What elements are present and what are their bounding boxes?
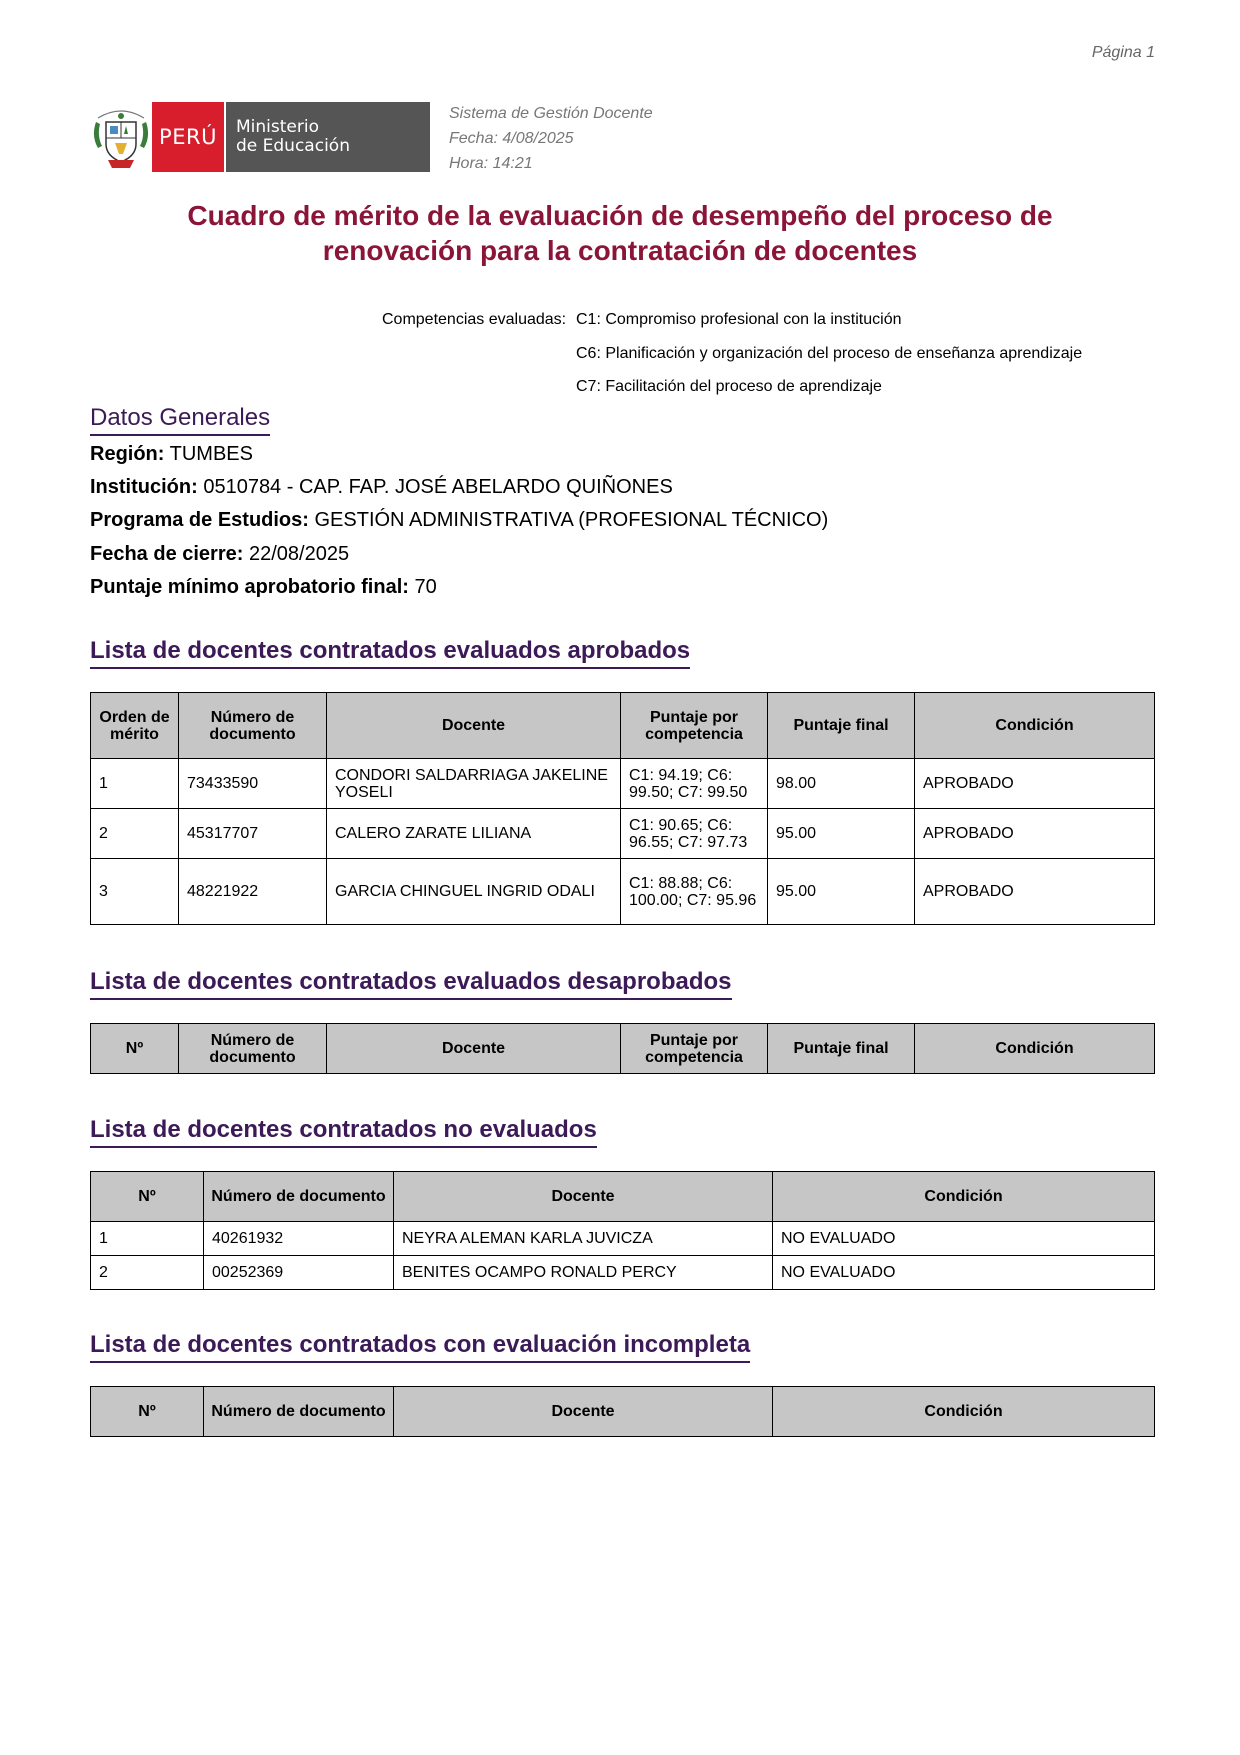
cell-numero: 1 bbox=[91, 1222, 204, 1256]
table-incompleta bbox=[90, 1386, 1155, 1437]
table-header-row bbox=[91, 1387, 1155, 1437]
table-header-row bbox=[91, 1024, 1155, 1074]
field-programa bbox=[90, 509, 828, 532]
field-region bbox=[90, 443, 253, 466]
field-value: 0510784 - CAP. FAP. JOSÉ ABELARDO QUIÑONES bbox=[197, 476, 673, 498]
field-institucion bbox=[90, 476, 673, 499]
cell-docente: CONDORI SALDARRIAGA JAKELINE YOSELI bbox=[327, 759, 621, 809]
section-no-evaluados: Lista de docentes contratados no evaluados bbox=[90, 1116, 597, 1148]
table-row bbox=[91, 859, 1155, 925]
ministry-line-1: Ministerio bbox=[236, 117, 319, 137]
table-desaprobados bbox=[90, 1023, 1155, 1074]
page-number: Página 1 bbox=[1091, 44, 1155, 61]
col-numero: Nº bbox=[91, 1387, 204, 1437]
col-numero: Nº bbox=[91, 1172, 204, 1222]
minedu-logo bbox=[90, 102, 430, 172]
system-name: Sistema de Gestión Docente bbox=[449, 105, 653, 122]
section-aprobados: Lista de docentes contratados evaluados aprobados bbox=[90, 637, 690, 669]
report-time: Hora: 14:21 bbox=[449, 155, 533, 172]
cell-documento: 48221922 bbox=[179, 859, 327, 925]
ministry-brand bbox=[226, 102, 430, 172]
system-info bbox=[449, 101, 653, 176]
cell-condicion: NO EVALUADO bbox=[773, 1222, 1155, 1256]
table-no-evaluados bbox=[90, 1171, 1155, 1290]
cell-condicion: APROBADO bbox=[915, 859, 1155, 925]
ministry-line-2: de Educación bbox=[236, 136, 350, 156]
page-title bbox=[90, 198, 1150, 268]
competencia-c7: C7: Facilitación del proceso de aprendizaje bbox=[576, 378, 882, 395]
col-documento: Número de documento bbox=[179, 1024, 327, 1074]
col-documento: Número de documento bbox=[179, 693, 327, 759]
competencia-c6: C6: Planificación y organización del proceso de enseñanza aprendizaje bbox=[576, 345, 1083, 362]
title-line-2: renovación para la contratación de docentes bbox=[322, 235, 918, 266]
field-fecha-cierre bbox=[90, 543, 349, 566]
cell-documento: 00252369 bbox=[204, 1256, 394, 1290]
cell-puntaje-final: 95.00 bbox=[768, 809, 915, 859]
col-puntaje-final: Puntaje final bbox=[768, 693, 915, 759]
field-value: TUMBES bbox=[164, 443, 253, 465]
field-value: 70 bbox=[408, 576, 437, 598]
table-row bbox=[91, 1222, 1155, 1256]
col-docente: Docente bbox=[394, 1387, 773, 1437]
cell-orden: 1 bbox=[91, 759, 179, 809]
cell-condicion: NO EVALUADO bbox=[773, 1256, 1155, 1290]
cell-orden: 3 bbox=[91, 859, 179, 925]
field-label: Programa de Estudios: bbox=[90, 509, 309, 531]
section-datos-generales: Datos Generales bbox=[90, 404, 270, 436]
table-row bbox=[91, 809, 1155, 859]
coat-of-arms-icon bbox=[90, 102, 152, 172]
table-aprobados bbox=[90, 692, 1155, 925]
table-header-row bbox=[91, 693, 1155, 759]
section-incompleta: Lista de docentes contratados con evaluación incompleta bbox=[90, 1331, 750, 1363]
col-puntaje-competencia: Puntaje por competencia bbox=[621, 693, 768, 759]
report-date: Fecha: 4/08/2025 bbox=[449, 130, 574, 147]
cell-numero: 2 bbox=[91, 1256, 204, 1290]
col-puntaje-final: Puntaje final bbox=[768, 1024, 915, 1074]
col-documento: Número de documento bbox=[204, 1387, 394, 1437]
field-label: Institución: bbox=[90, 476, 198, 498]
field-label: Puntaje mínimo aprobatorio final: bbox=[90, 576, 409, 598]
section-desaprobados: Lista de docentes contratados evaluados desaprobados bbox=[90, 968, 732, 1000]
col-orden: Orden de mérito bbox=[91, 693, 179, 759]
field-label: Fecha de cierre: bbox=[90, 543, 244, 565]
field-value: 22/08/2025 bbox=[243, 543, 350, 565]
col-docente: Docente bbox=[394, 1172, 773, 1222]
col-condicion: Condición bbox=[773, 1172, 1155, 1222]
competencia-c1: C1: Compromiso profesional con la institución bbox=[576, 311, 902, 328]
table-header-row bbox=[91, 1172, 1155, 1222]
cell-puntaje-competencia: C1: 90.65; C6: 96.55; C7: 97.73 bbox=[621, 809, 768, 859]
cell-puntaje-competencia: C1: 94.19; C6: 99.50; C7: 99.50 bbox=[621, 759, 768, 809]
peru-brand: PERÚ bbox=[152, 102, 224, 172]
cell-docente: CALERO ZARATE LILIANA bbox=[327, 809, 621, 859]
cell-docente: BENITES OCAMPO RONALD PERCY bbox=[394, 1256, 773, 1290]
col-condicion: Condición bbox=[915, 693, 1155, 759]
cell-condicion: APROBADO bbox=[915, 759, 1155, 809]
field-value: GESTIÓN ADMINISTRATIVA (PROFESIONAL TÉCNICO) bbox=[308, 509, 829, 531]
col-condicion: Condición bbox=[773, 1387, 1155, 1437]
cell-puntaje-final: 98.00 bbox=[768, 759, 915, 809]
table-row bbox=[91, 1256, 1155, 1290]
cell-condicion: APROBADO bbox=[915, 809, 1155, 859]
competencias-label: Competencias evaluadas: bbox=[382, 311, 567, 328]
field-puntaje-minimo bbox=[90, 576, 437, 599]
cell-documento: 40261932 bbox=[204, 1222, 394, 1256]
cell-docente: GARCIA CHINGUEL INGRID ODALI bbox=[327, 859, 621, 925]
cell-documento: 45317707 bbox=[179, 809, 327, 859]
cell-documento: 73433590 bbox=[179, 759, 327, 809]
col-puntaje-competencia: Puntaje por competencia bbox=[621, 1024, 768, 1074]
col-condicion: Condición bbox=[915, 1024, 1155, 1074]
col-numero: Nº bbox=[91, 1024, 179, 1074]
cell-docente: NEYRA ALEMAN KARLA JUVICZA bbox=[394, 1222, 773, 1256]
cell-puntaje-final: 95.00 bbox=[768, 859, 915, 925]
field-label: Región: bbox=[90, 443, 165, 465]
col-documento: Número de documento bbox=[204, 1172, 394, 1222]
col-docente: Docente bbox=[327, 1024, 621, 1074]
title-line-1: Cuadro de mérito de la evaluación de desempeño del proceso de bbox=[187, 200, 1053, 231]
cell-orden: 2 bbox=[91, 809, 179, 859]
cell-puntaje-competencia: C1: 88.88; C6: 100.00; C7: 95.96 bbox=[621, 859, 768, 925]
table-row bbox=[91, 759, 1155, 809]
col-docente: Docente bbox=[327, 693, 621, 759]
